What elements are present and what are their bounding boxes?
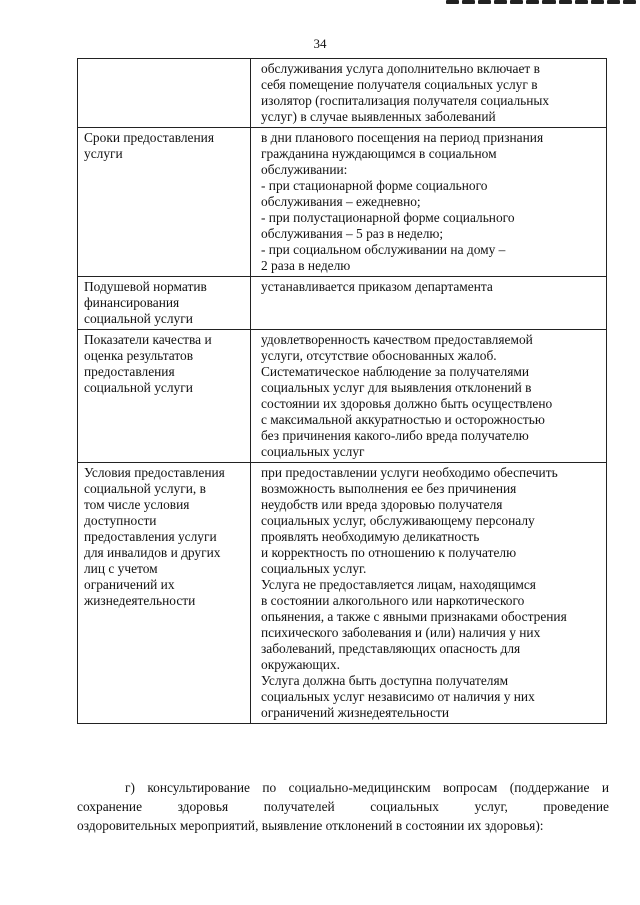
value-line: в дни планового посещения на период признания <box>261 130 544 145</box>
value-line: состоянии их здоровья должно быть осуществлено <box>261 396 553 411</box>
value-line: обслуживания – 5 раз в неделю; <box>261 226 444 241</box>
paragraph-line: сохранение здоровья получателей социальных услуг, проведение <box>77 799 609 814</box>
label-line: предоставления услуги <box>84 529 217 544</box>
label-line: финансирования <box>84 295 180 310</box>
table-row <box>78 59 607 128</box>
value-line: заболеваний, представляющих опасность для <box>261 641 521 656</box>
label-line: том числе условия <box>84 497 190 512</box>
row-value-cell <box>251 463 607 724</box>
value-line: возможность выполнения ее без причинения <box>261 481 517 496</box>
value-line: - при социальном обслуживании на дому – <box>261 242 506 257</box>
label-line: оценка результатов <box>84 348 194 363</box>
label-line: для инвалидов и других <box>84 545 221 560</box>
row-value-cell <box>251 330 607 463</box>
label-line: социальной услуги <box>84 311 193 326</box>
value-line: удовлетворенность качеством предоставляемой <box>261 332 533 347</box>
value-line: обслуживания услуга дополнительно включает в <box>261 61 540 76</box>
value-line: в состоянии алкогольного или наркотического <box>261 593 525 608</box>
label-line: Условия предоставления <box>84 465 225 480</box>
row-label-cell <box>78 277 251 330</box>
table-row <box>78 330 607 463</box>
label-line: услуги <box>84 146 123 161</box>
label-line: жизнедеятельности <box>84 593 196 608</box>
row-label-cell <box>78 59 251 128</box>
table-row <box>78 128 607 277</box>
value-line: 2 раза в неделю <box>261 258 351 273</box>
scan-barcode-mark <box>446 0 636 6</box>
value-line: устанавливается приказом департамента <box>261 279 493 294</box>
label-line: предоставления <box>84 364 175 379</box>
value-line: окружающих. <box>261 657 340 672</box>
value-line: услуг) в случае выявленных заболеваний <box>261 109 496 124</box>
value-line: ограничений жизнедеятельности <box>261 705 449 720</box>
row-label-cell <box>78 463 251 724</box>
value-line: социальных услуг. <box>261 561 367 576</box>
paragraph-line: оздоровительных мероприятий, выявление отклонений в состоянии их здоровья): <box>77 818 544 833</box>
label-line: социальной услуги <box>84 380 193 395</box>
value-line: психического заболевания и (или) наличия у них <box>261 625 541 640</box>
label-line: доступности <box>84 513 157 528</box>
row-value-cell <box>251 59 607 128</box>
value-line: при предоставлении услуги необходимо обеспечить <box>261 465 558 480</box>
value-line: опьянения, а также с явными признаками обострения <box>261 609 567 624</box>
label-line: Показатели качества и <box>84 332 212 347</box>
section-paragraph <box>77 778 609 835</box>
value-line: без причинения какого-либо вреда получателю <box>261 428 529 443</box>
row-value-cell <box>251 277 607 330</box>
value-line: - при полустационарной форме социального <box>261 210 515 225</box>
value-line: социальных услуг <box>261 444 365 459</box>
label-line: социальной услуги, в <box>84 481 206 496</box>
value-line: - при стационарной форме социального <box>261 178 488 193</box>
value-line: Систематическое наблюдение за получателями <box>261 364 529 379</box>
table-row <box>78 277 607 330</box>
value-line: обслуживания – ежедневно; <box>261 194 421 209</box>
page-number: 34 <box>313 36 327 51</box>
value-line: услуги, отсутствие обоснованных жалоб. <box>261 348 497 363</box>
table-row <box>78 463 607 724</box>
value-line: социальных услуг независимо от наличия у них <box>261 689 535 704</box>
value-line: изолятор (госпитализация получателя социальных <box>261 93 550 108</box>
value-line: Услуга не предоставляется лицам, находящимся <box>261 577 536 592</box>
value-line: гражданина нуждающимся в социальном <box>261 146 497 161</box>
row-label-cell <box>78 128 251 277</box>
value-line: себя помещение получателя социальных услуг в <box>261 77 538 92</box>
value-line: и корректность по отношению к получателю <box>261 545 517 560</box>
value-line: проявлять необходимую деликатность <box>261 529 480 544</box>
row-value-cell <box>251 128 607 277</box>
paragraph-line: г) консультирование по социально-медицинским вопросам (поддержание и <box>125 780 609 795</box>
value-line: обслуживании: <box>261 162 348 177</box>
label-line: ограничений их <box>84 577 175 592</box>
value-line: социальных услуг для выявления отклонений в <box>261 380 532 395</box>
value-line: социальных услуг, обслуживающему персоналу <box>261 513 535 528</box>
value-line: Услуга должна быть доступна получателям <box>261 673 509 688</box>
label-line: Сроки предоставления <box>84 130 214 145</box>
value-line: неудобств или вреда здоровью получателя <box>261 497 503 512</box>
value-line: с максимальной аккуратностью и осторожностью <box>261 412 545 427</box>
service-table <box>77 58 607 724</box>
label-line: лиц с учетом <box>84 561 158 576</box>
row-label-cell <box>78 330 251 463</box>
label-line: Подушевой норматив <box>84 279 207 294</box>
